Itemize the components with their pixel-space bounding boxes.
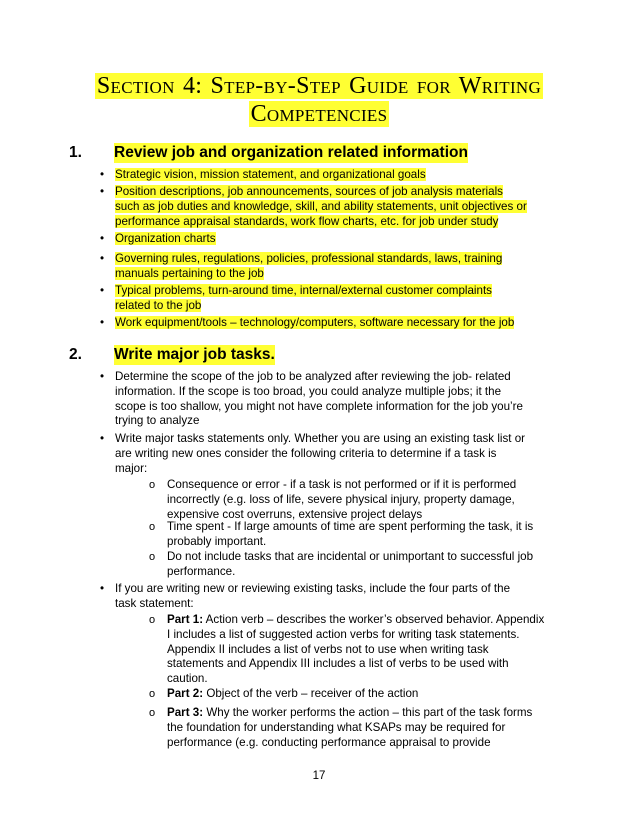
section-2-title: Write major job tasks. [114, 346, 275, 363]
bullet-icon: • [100, 582, 105, 595]
section-2-number: 2. [69, 346, 82, 363]
list-item: • Strategic vision, mission statement, and organizational goals [100, 168, 426, 181]
circle-bullet-icon: o [149, 707, 156, 719]
list-item: • Position descriptions, job announcements, sources of job analysis materials such as job duties and knowledge, skill, and ability statements, unit objectives or performance appraisal standards, work flow charts, etc. for job under study [100, 185, 527, 228]
list-item: • Write major tasks statements only. Whether you are using an existing task list or are writing new ones consider the following criteria to determine if a task is major: [100, 432, 526, 475]
list-item: • If you are writing new or reviewing existing tasks, include the four parts of the task statement: [100, 582, 511, 610]
page-title [40, 72, 598, 128]
bullet-icon: • [100, 185, 105, 198]
sub-list-item: o Part 1: Action verb – describes the worker’s observed behavior. Appendix I includes a list of suggested action verbs for writing task statements. Appendix II includes a list of verbs not to use when writing task statements and Appendix III includes a list of verbs to be used with caution. [149, 613, 545, 686]
title-line-2: Competencies [250, 101, 388, 127]
bullet-icon: • [100, 284, 105, 297]
sub-list-item: o Part 2: Object of the verb – receiver of the action [149, 687, 419, 700]
part-3-label: Part 3: [167, 706, 204, 719]
bullet-icon: • [100, 232, 105, 245]
circle-bullet-icon: o [149, 521, 156, 533]
sub-list-item: o Do not include tasks that are incidental or unimportant to successful job performance. [149, 550, 534, 578]
circle-bullet-icon: o [149, 479, 156, 491]
circle-bullet-icon: o [149, 688, 156, 700]
list-item: • Governing rules, regulations, policies, professional standards, laws, training manuals pertaining to the job [100, 252, 503, 280]
bullet-icon: • [100, 168, 105, 181]
section-1-number: 1. [69, 144, 82, 161]
bullet-icon: • [100, 316, 105, 329]
bullet-icon: • [100, 370, 105, 383]
page-number: 17 [312, 770, 326, 782]
sub-list-item: o Time spent - If large amounts of time are spent performing the task, it is probably important. [149, 520, 534, 548]
bullet-icon: • [100, 432, 105, 445]
section-1-title: Review job and organization related information [114, 144, 468, 161]
list-item: • Typical problems, turn-around time, internal/external customer complaints related to the job [100, 284, 492, 312]
part-1-label: Part 1: [167, 613, 204, 626]
list-item: • Organization charts [100, 232, 216, 245]
sub-list-item: o Part 3: Why the worker performs the action – this part of the task forms the foundation for understanding what KSAPs may be required for performance (e.g. conducting performance appraisal to provide [149, 706, 533, 749]
sub-list-item: o Consequence or error - if a task is not performed or if it is performed incorrectly (e.g. loss of life, severe physical injury, property damage, expensive cost overruns, extensive project delays [149, 478, 517, 521]
list-item: • Work equipment/tools – technology/computers, software necessary for the job [100, 316, 515, 329]
bullet-icon: • [100, 252, 105, 265]
title-line-1: Section 4: Step-by-Step Guide for Writing [96, 73, 542, 99]
list-item: • Determine the scope of the job to be analyzed after reviewing the job- related information. If the scope is too broad, you could analyze multiple jobs; it the scope is too shallow, you might not have complete information for the job you’re trying to analyze [100, 370, 523, 428]
circle-bullet-icon: o [149, 551, 156, 563]
part-2-label: Part 2: [167, 687, 204, 700]
circle-bullet-icon: o [149, 614, 156, 626]
